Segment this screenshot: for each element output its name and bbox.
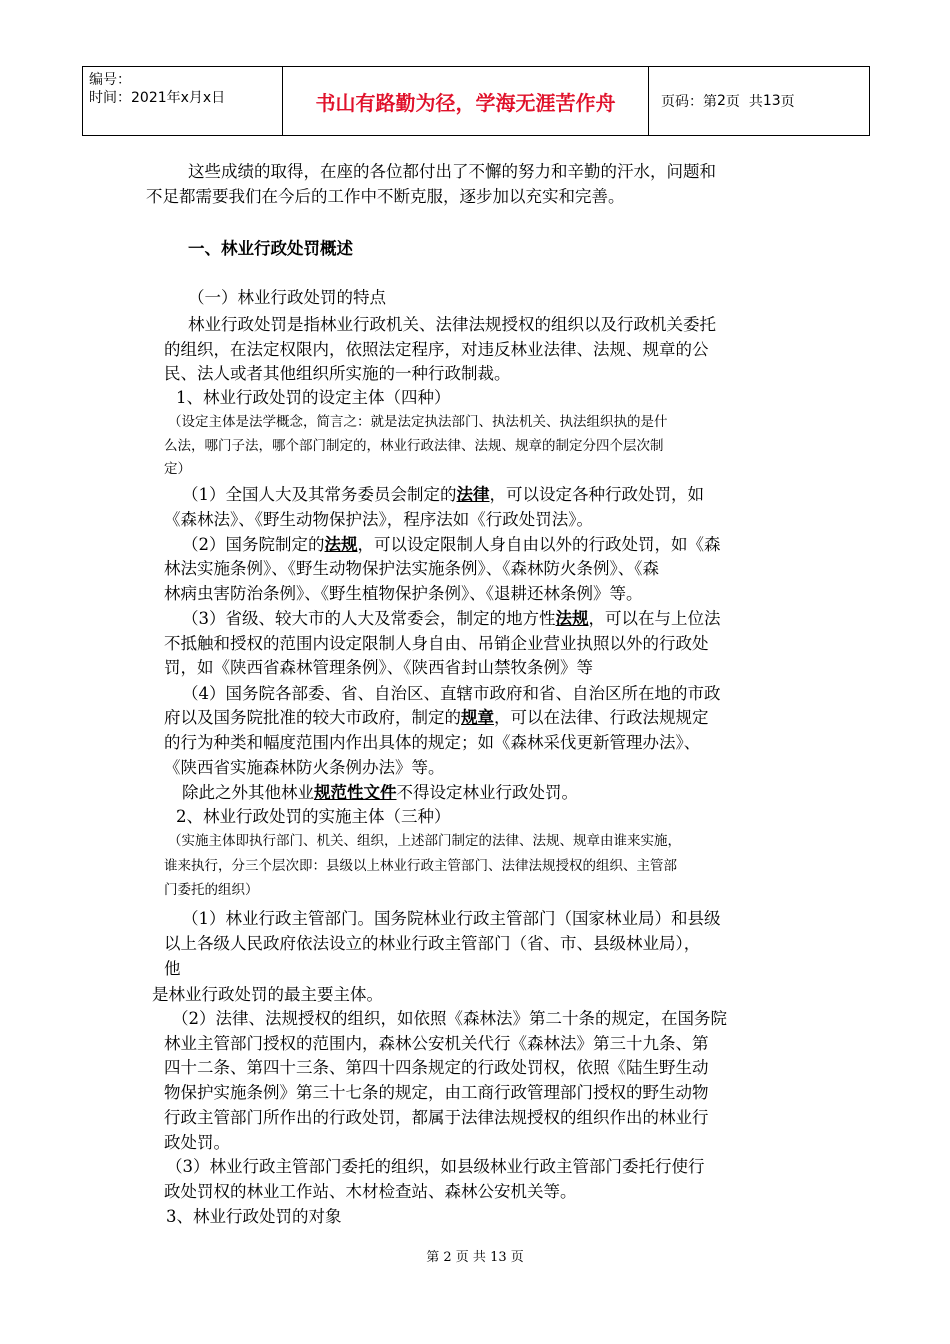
document-header [82,66,870,136]
paragraph-line [182,484,704,506]
paragraph-line: 不抵触和授权的范围内设定限制人身自由、吊销企业营业执照以外的行政处 [164,634,709,653]
paragraph-line: 行政主管部门所作出的行政处罚，都属于法律法规授权的组织作出的林业行 [164,1108,709,1127]
paragraph-line: （4）国务院各部委、省、自治区、直辖市政府和省、自治区所在地的市政 [182,684,721,703]
document-number-label: 编号： [89,72,131,88]
keyword-regulation: 法规 [324,535,358,554]
footer-page-total: 13 [490,1250,507,1265]
text-run: （1）全国人大及其常务委员会制定的 [182,485,457,504]
paragraph-line: 林业主管部门授权的范围内，森林公安机关代行《森林法》第三十九条、第 [164,1034,709,1053]
text-run: （3）省级、较大市的人大及常委会，制定的地方性 [182,609,556,628]
paragraph-line: 以上各级人民政府依法设立的林业行政主管部门（省、市、县级林业局）， [164,934,701,953]
page-number: 2 [717,93,726,109]
paragraph-line: 这些成绩的取得，在座的各位都付出了不懈的努力和辛勤的汗水，问题和 [188,162,716,181]
paragraph-line: 的行为种类和幅度范围内作出具体的规定；如《森林采伐更新管理办法》、 [164,733,701,752]
paragraph-line: 的组织，在法定权限内，依照法定程序，对违反林业法律、法规、规章的公 [164,340,709,359]
item-heading: 2、林业行政处罚的实施主体（三种） [176,807,451,826]
page-total: 13 [762,93,781,109]
paragraph-line: 四十二条、第四十三条、第四十四条规定的行政处罚权，依照《陆生野生动 [164,1058,709,1077]
text-run: ，可以设定限制人身自由以外的行政处罚，如《森 [357,535,721,554]
footer-mid: 页 共 [451,1250,491,1265]
subsection-heading: （一）林业行政处罚的特点 [188,288,386,307]
text-run: 府以及国务院批准的较大市政府，制定的 [164,708,461,727]
paragraph-line: （3）林业行政主管部门委托的组织，如县级林业行政主管部门委托行使行 [166,1157,705,1176]
page-footer [0,1246,950,1265]
paragraph-line [182,782,578,804]
paragraph-line: 政处罚。 [164,1133,230,1152]
paragraph-line: 是林业行政处罚的最主要主体。 [152,985,383,1004]
header-meta [83,67,283,135]
note-line: 门委托的组织） [164,882,259,898]
page-end-label: 页 [780,94,795,110]
paragraph-line: 林法实施条例》、《野生动物保护法实施条例》、《森林防火条例》、《森 [164,559,659,578]
footer-prefix: 第 [426,1250,444,1265]
paragraph-line: 林业行政处罚是指林业行政机关、法律法规授权的组织以及行政机关委托 [188,315,716,334]
footer-page-number: 2 [443,1250,452,1265]
paragraph-line: 他 [164,959,181,978]
footer-suffix: 页 [506,1250,524,1265]
text-run: 不得设定林业行政处罚。 [396,783,578,802]
note-line: 么法，哪门子法，哪个部门制定的，林业行政法律、法规、规章的制定分四个层次制 [164,438,664,454]
text-run: ，可以设定各种行政处罚，如 [489,485,704,504]
paragraph-line: （2）法律、法规授权的组织，如依照《森林法》第二十条的规定，在国务院 [172,1009,727,1028]
header-motto: 书山有路勤为径，学海无涯苦作舟 [283,67,649,135]
keyword-local-regulation: 法规 [555,609,589,628]
paragraph-line: （1）林业行政主管部门。国务院林业行政主管部门（国家林业局）和县级 [182,909,721,928]
keyword-rules: 规章 [461,708,494,727]
section-heading: 一、林业行政处罚概述 [188,239,353,258]
text-run: 除此之外其他林业 [182,783,314,802]
paragraph-line: 林病虫害防治条例》、《野生植物保护条例》、《退耕还林条例》等。 [164,584,643,603]
note-line: 定） [164,461,191,477]
paragraph-line [182,608,721,630]
paragraph-line: 罚，如《陕西省森林管理条例》、《陕西省封山禁牧条例》等 [164,658,593,677]
item-heading: 1、林业行政处罚的设定主体（四种） [176,388,451,407]
keyword-law: 法律 [456,485,490,504]
note-line: 谁来执行，分三个层次即：县级以上林业行政主管部门、法律法规授权的组织、主管部 [164,858,677,874]
paragraph-line: 物保护实施条例》第三十七条的规定，由工商行政管理部门授权的野生动物 [164,1083,709,1102]
page-label: 页码：第 [661,94,717,110]
keyword-normative-documents: 规范性文件 [314,783,397,802]
paragraph-line: 《森林法》、《野生动物保护法》，程序法如《行政处罚法》。 [164,510,593,529]
document-date: 时间：2021年x月x日 [89,90,226,106]
paragraph-line [182,534,721,556]
header-page-info [649,67,869,135]
paragraph-line: 《陕西省实施森林防火条例办法》等。 [164,758,445,777]
note-line: （设定主体是法学概念，简言之：就是法定执法部门、执法机关、执法组织执的是什 [168,414,668,430]
paragraph-line: 民、法人或者其他组织所实施的一种行政制裁。 [164,364,511,383]
text-run: ，可以在法律、行政法规规定 [494,708,709,727]
paragraph-line: 不足都需要我们在今后的工作中不断克服，逐步加以充实和完善。 [146,187,625,206]
item-heading: 3、林业行政处罚的对象 [166,1207,342,1226]
text-run: ，可以在与上位法 [588,609,721,628]
text-run: （2）国务院制定的 [182,535,325,554]
paragraph-line: 政处罚权的林业工作站、木材检查站、森林公安机关等。 [164,1182,577,1201]
paragraph-line [164,707,709,729]
page-mid-label: 页 共 [725,94,763,110]
note-line: （实施主体即执行部门、机关、组织，上述部门制定的法律、法规、规章由谁来实施， [168,833,681,849]
